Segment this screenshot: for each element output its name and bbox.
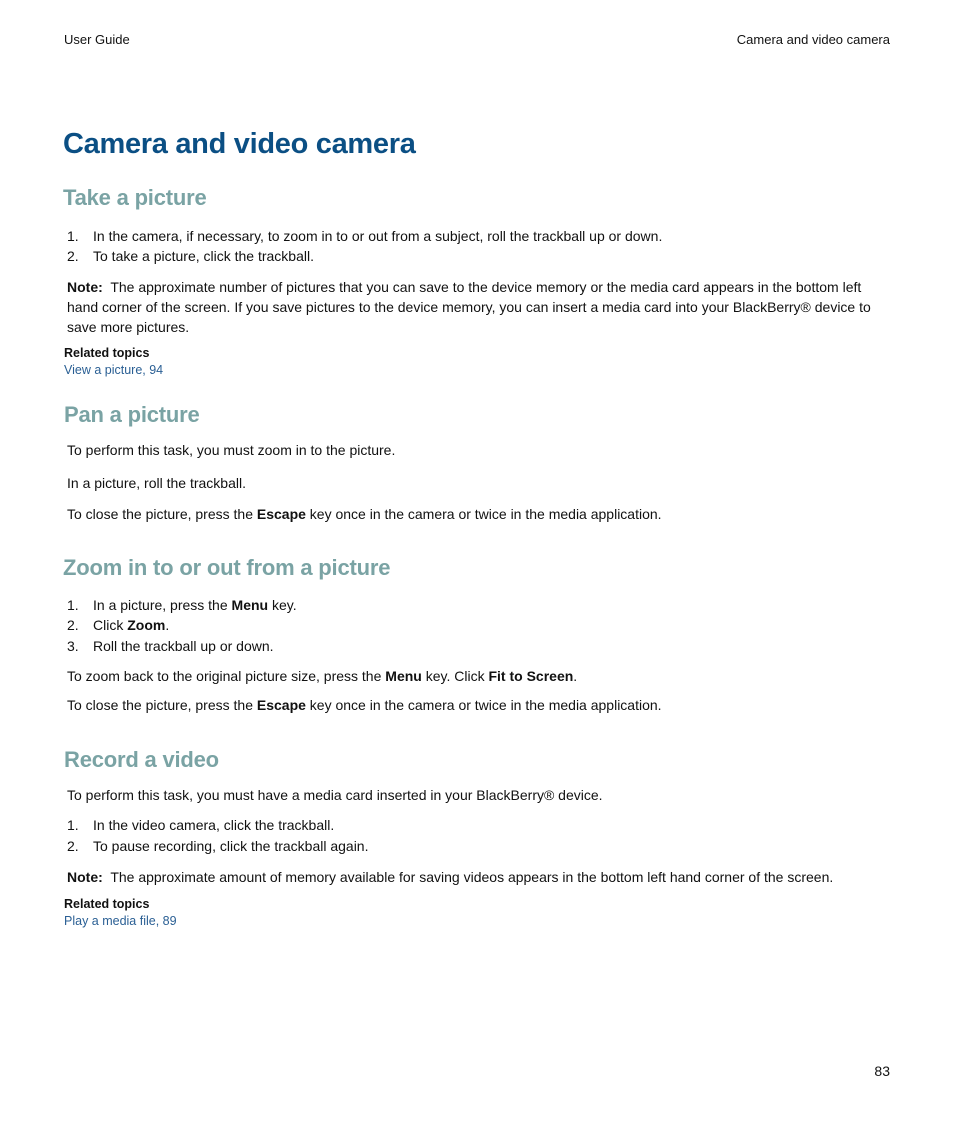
related-link-play-a-media-file[interactable]: Play a media file, 89: [64, 914, 177, 928]
heading-take-a-picture: Take a picture: [63, 185, 207, 210]
related-link-view-a-picture[interactable]: View a picture, 94: [64, 363, 164, 377]
step-number: 1.: [67, 228, 79, 244]
paragraph: [67, 666, 577, 686]
text: key once in the camera or twice in the media application.: [305, 697, 662, 713]
text: key. Click: [421, 668, 489, 684]
step-text: Roll the trackball up or down.: [93, 638, 274, 654]
page-title: Camera and video camera: [63, 128, 416, 160]
step-text: To pause recording, click the trackball again.: [93, 838, 369, 854]
step-text: To take a picture, click the trackball.: [93, 248, 314, 264]
key-name: Escape: [256, 697, 306, 713]
text: Click: [93, 617, 128, 633]
paragraph: In a picture, roll the trackball.: [67, 475, 246, 491]
running-header-left: User Guide: [64, 32, 130, 47]
step-text: [93, 617, 169, 633]
text: .: [573, 668, 578, 684]
step-number: 2.: [67, 617, 79, 633]
related-topics-heading: Related topics: [64, 346, 150, 360]
paragraph: [67, 504, 662, 524]
note-label: Note:: [67, 869, 103, 885]
heading-record-a-video: Record a video: [64, 747, 219, 772]
text: To close the picture, press the: [67, 506, 257, 522]
running-header-right: Camera and video camera: [736, 32, 890, 47]
note-text: The approximate number of pictures that you can save to the device memory or the media card appears in the bottom left hand corner of the screen. If you save pictures to the device memory, you can insert a media card into your BlackBerry® device to save more pictures.: [67, 279, 871, 335]
heading-pan-a-picture: Pan a picture: [64, 402, 200, 427]
step-number: 1.: [67, 597, 79, 613]
page-number: 83: [874, 1063, 890, 1079]
key-name: Escape: [256, 506, 306, 522]
menu-item-name: Zoom: [127, 617, 166, 633]
paragraph: To perform this task, you must have a media card inserted in your BlackBerry® device.: [67, 787, 603, 803]
heading-zoom: Zoom in to or out from a picture: [63, 555, 391, 580]
step-number: 2.: [67, 248, 79, 264]
text: .: [165, 617, 170, 633]
step-text: In the video camera, click the trackball.: [93, 817, 335, 833]
related-topics-heading: Related topics: [64, 897, 150, 911]
step-number: 2.: [67, 838, 79, 854]
key-name: Menu: [231, 597, 269, 613]
paragraph: To perform this task, you must zoom in to the picture.: [67, 442, 396, 458]
text: To zoom back to the original picture size, press the: [67, 668, 386, 684]
text: key.: [268, 597, 297, 613]
paragraph: [67, 695, 662, 715]
note-take-a-picture: [67, 277, 887, 337]
step-text: [93, 597, 297, 613]
key-name: Menu: [385, 668, 422, 684]
note-text: The approximate amount of memory available for saving videos appears in the bottom left hand corner of the screen.: [110, 869, 834, 885]
menu-item-name: Fit to Screen: [488, 668, 574, 684]
step-text: In the camera, if necessary, to zoom in to or out from a subject, roll the trackball up or down.: [93, 228, 663, 244]
step-number: 1.: [67, 817, 79, 833]
text: key once in the camera or twice in the media application.: [305, 506, 662, 522]
note-record-a-video: [67, 867, 887, 887]
text: In a picture, press the: [93, 597, 232, 613]
note-label: Note:: [67, 279, 103, 295]
text: To close the picture, press the: [67, 697, 257, 713]
step-number: 3.: [67, 638, 79, 654]
